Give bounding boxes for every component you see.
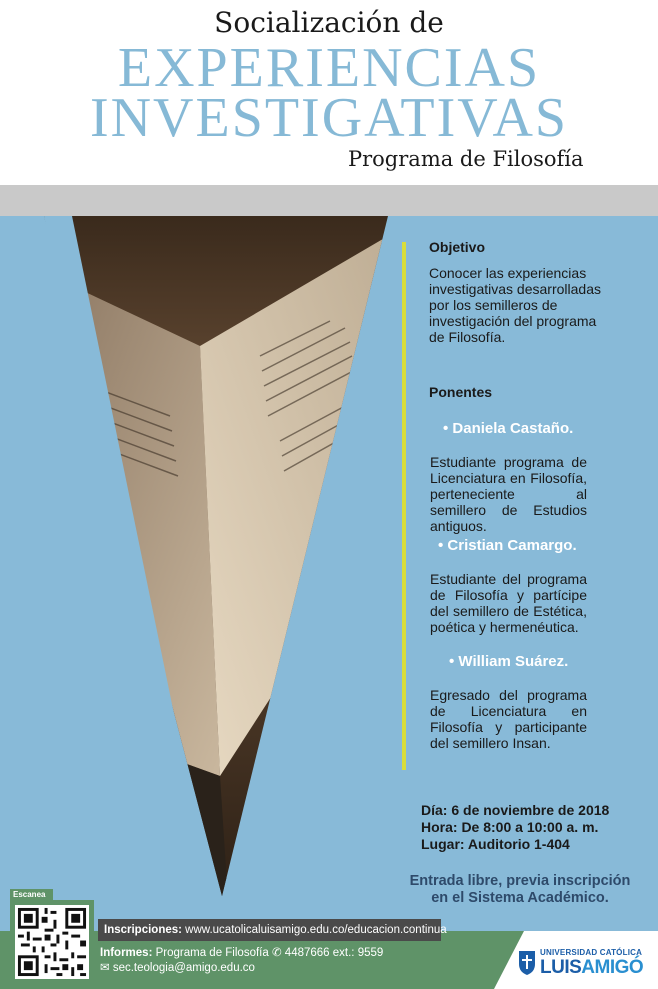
email-link[interactable]: sec.teologia@amigo.edu.co	[112, 962, 255, 974]
title-line-3: INVESTIGATIVAS	[89, 87, 569, 149]
informes-label: Informes:	[100, 947, 153, 959]
logo-amigo: AMIGÓ	[581, 957, 644, 978]
gray-band	[0, 185, 658, 216]
inscripciones-bar	[98, 919, 447, 941]
event-details	[421, 802, 609, 853]
university-logo	[518, 948, 648, 978]
inscripciones-label: Inscripciones:	[104, 924, 182, 936]
ponente-desc-2: Estudiante del programa de Filosofía y partícipe del semillero de Estética, poética y hermenéutica.	[430, 571, 587, 635]
informes-text: Programa de Filosofía	[155, 947, 269, 959]
inscripciones-link[interactable]: www.ucatolicaluisamigo.edu.co/educacion.continua	[185, 924, 447, 936]
ponente-name-1: • Daniela Castaño.	[443, 420, 574, 437]
ponente-desc-3: Egresado del programa de Licenciatura en Filosofía y participante del semillero Insan.	[430, 687, 587, 751]
escanea-label: Escanea	[10, 889, 53, 901]
entrada-line-2: en el Sistema Académico.	[431, 890, 609, 906]
program-subtitle: Programa de Filosofía	[348, 147, 584, 171]
entrada-line-1: Entrada libre, previa inscripción	[409, 873, 631, 889]
phone-icon: ✆	[271, 947, 282, 959]
informes-block	[100, 946, 383, 976]
qr-code-icon[interactable]	[15, 905, 89, 979]
phone-number: 4487666 ext.: 9559	[284, 947, 384, 959]
entrada-libre-note	[402, 873, 638, 907]
event-date: Día: 6 de noviembre de 2018	[421, 802, 610, 818]
book-photo-triangle	[0, 216, 400, 931]
shield-icon	[518, 950, 536, 976]
event-place: Lugar: Auditorio 1-404	[421, 836, 570, 852]
logo-main-text	[540, 957, 643, 979]
title-line-2: EXPERIENCIAS	[117, 37, 541, 99]
objetivo-text: Conocer las experiencias investigativas desarrolladas por los semilleros de investigación del programa de Filosofía.	[429, 265, 601, 345]
ponente-desc-1: Estudiante programa de Licenciatura en Filosofía, perteneciente al semillero de Estudios antiguos.	[430, 454, 587, 534]
event-time: Hora: De 8:00 a 10:00 a. m.	[421, 819, 599, 835]
title-line-1: Socialización de	[214, 6, 444, 39]
poster-header	[0, 0, 658, 185]
objetivo-heading: Objetivo	[429, 239, 486, 255]
ponente-name-3: • William Suárez.	[449, 653, 569, 670]
ponentes-heading: Ponentes	[429, 384, 493, 400]
logo-luis: LUIS	[540, 957, 582, 978]
logo-top-text: UNIVERSIDAD CATÓLICA	[540, 948, 643, 957]
yellow-accent-line	[402, 242, 406, 770]
email-icon: ✉	[100, 962, 110, 974]
ponente-name-2: • Cristian Camargo.	[438, 537, 577, 554]
